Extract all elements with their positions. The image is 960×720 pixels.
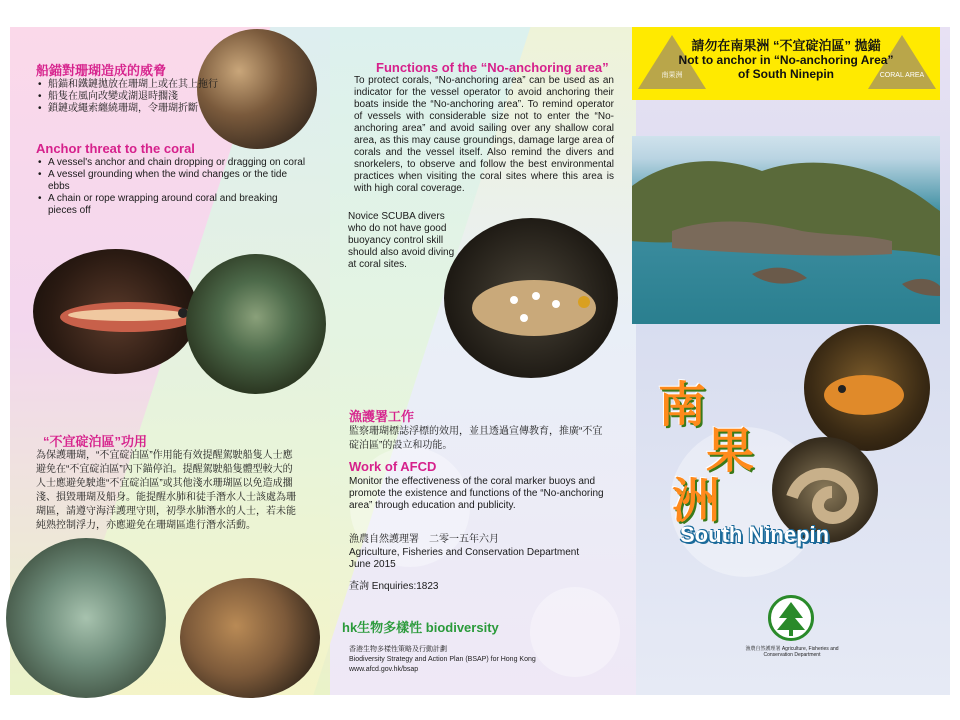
- banner-title-en-1: Not to anchor in “No-anchoring Area”: [678, 53, 894, 67]
- functions-body-en: To protect corals, “No-anchoring area” can be used as an indicator for the vessel operator to avoid anchoring their boats inside the “No-anchoring area”. To remind operator of vessels with considerable size not to enter the “No-anchoring area” and avoid sailing over any shallow coral area, as this may cause groundings, damage large area of corals and the vessel itself. Also remind the divers and snorkelers, to observe and follow the best environmental practices when visiting the coral sites where this area is with high coral coverage.: [354, 75, 614, 194]
- threat-list-zh: [36, 79, 218, 115]
- fish-illustration: [444, 218, 618, 378]
- coral-photo-bottom-left: [6, 538, 166, 698]
- biodiversity-logo: [342, 612, 499, 638]
- sign-right-label: CORAL AREA: [879, 72, 925, 79]
- enquiries-hotline: 查詢 Enquiries:1823: [349, 581, 439, 592]
- banner-title-zh: 請勿在南果洲 “不宜碇泊區” 拋錨: [691, 38, 881, 53]
- threat-heading-zh: 船錨對珊瑚造成的威脅: [36, 63, 167, 78]
- coral-photo-bottom-right: [180, 578, 320, 698]
- bsap-name-zh: 香港生物多樣性策略及行動計劃: [349, 646, 447, 653]
- list-item: • 鎖鏈或繩索纏繞珊瑚，令珊瑚折斷: [36, 103, 218, 115]
- threat-list-en: [36, 157, 306, 217]
- fish-illustration: [33, 249, 198, 374]
- list-item: • 船隻在風向改變或湖退時擱淺: [36, 91, 218, 103]
- coral-photo-middle: [186, 254, 326, 394]
- threat-heading-en: Anchor threat to the coral: [36, 141, 195, 156]
- afcd-body-zh: 監察珊瑚標誌浮標的效用，並且透過宣傳教育，推廣“不宜碇泊區”的設立和功能。: [349, 426, 603, 451]
- list-item: • A vessel grounding when the wind changes or the tide ebbs: [36, 169, 306, 193]
- dept-name-en: Agriculture, Fisheries and Conservation Department: [349, 547, 580, 558]
- list-item: • A chain or rope wrapping around coral and breaking pieces off: [36, 193, 306, 217]
- tree-icon: [771, 598, 811, 638]
- functions-body-en-tail: Novice SCUBA divers who do not have good buoyancy control skill should also avoid diving at coral sites.: [348, 211, 455, 270]
- island-aerial-photo: [632, 136, 940, 324]
- publish-date: June 2015: [349, 559, 396, 570]
- functions-heading-en: Functions of the “No-anchoring area”: [376, 60, 609, 75]
- banner-title-en-2: of South Ninepin: [738, 67, 834, 81]
- bsap-url[interactable]: www.afcd.gov.hk/bsap: [349, 666, 419, 673]
- bsap-name-en: Biodiversity Strategy and Action Plan (BSAP) for Hong Kong: [349, 656, 536, 663]
- function-heading-zh: “不宜碇泊區”功用: [43, 434, 148, 449]
- pufferfish-photo: [444, 218, 618, 378]
- list-item: • A vessel's anchor and chain dropping or dragging on coral: [36, 157, 306, 169]
- afcd-heading-zh: 漁護署工作: [349, 409, 415, 424]
- title-en: South Ninepin: [680, 522, 830, 547]
- function-body-zh: 為保護珊瑚，“不宜碇泊區”作用能有效提醒駕駛船隻人士應避免在“不宜碇泊區”內下錨停泊。提醒駕駛船隻體型較大的人士應避免駛進“不宜碇泊區”或其他淺水珊瑚區以免造成擱淺、損毀珊瑚及船身。能提醒水肺和徒手潛水人士該處為珊瑚區，請遵守海洋護理守則，初學水肺潛水的人士，若未能純熟控制浮力，亦應避免在珊瑚區進行潛水活動。: [36, 450, 296, 531]
- afcd-heading-en: Work of AFCD: [349, 459, 437, 474]
- fish-illustration: [804, 325, 930, 451]
- dept-name-zh: 漁農自然護理署 二零一五年六月: [349, 534, 499, 545]
- afcd-logo-caption: 漁農自然護理署 Agriculture, Fisheries and Conservation Department: [745, 646, 839, 658]
- title-zh-char-1: 南: [658, 379, 707, 432]
- grouper-fish-photo: [804, 325, 930, 451]
- list-item: • 船錨和鐵鏈拋放在珊瑚上或在其上拖行: [36, 79, 218, 91]
- sign-left-label: 南果洲: [661, 72, 683, 79]
- title-zh-char-2: 果: [706, 425, 755, 478]
- island-illustration: [632, 136, 940, 324]
- biodiversity-logo-text: hk生物多樣性 biodiversity: [342, 620, 499, 635]
- title-zh-char-3: 洲: [672, 475, 721, 528]
- goby-fish-photo: [33, 249, 198, 374]
- warning-banner: [632, 27, 940, 100]
- afcd-body-en: Monitor the effectiveness of the coral marker buoys and promote the existence and functions of the “No-anchoring area” through education and publicity.: [349, 476, 604, 511]
- afcd-logo: [768, 595, 814, 641]
